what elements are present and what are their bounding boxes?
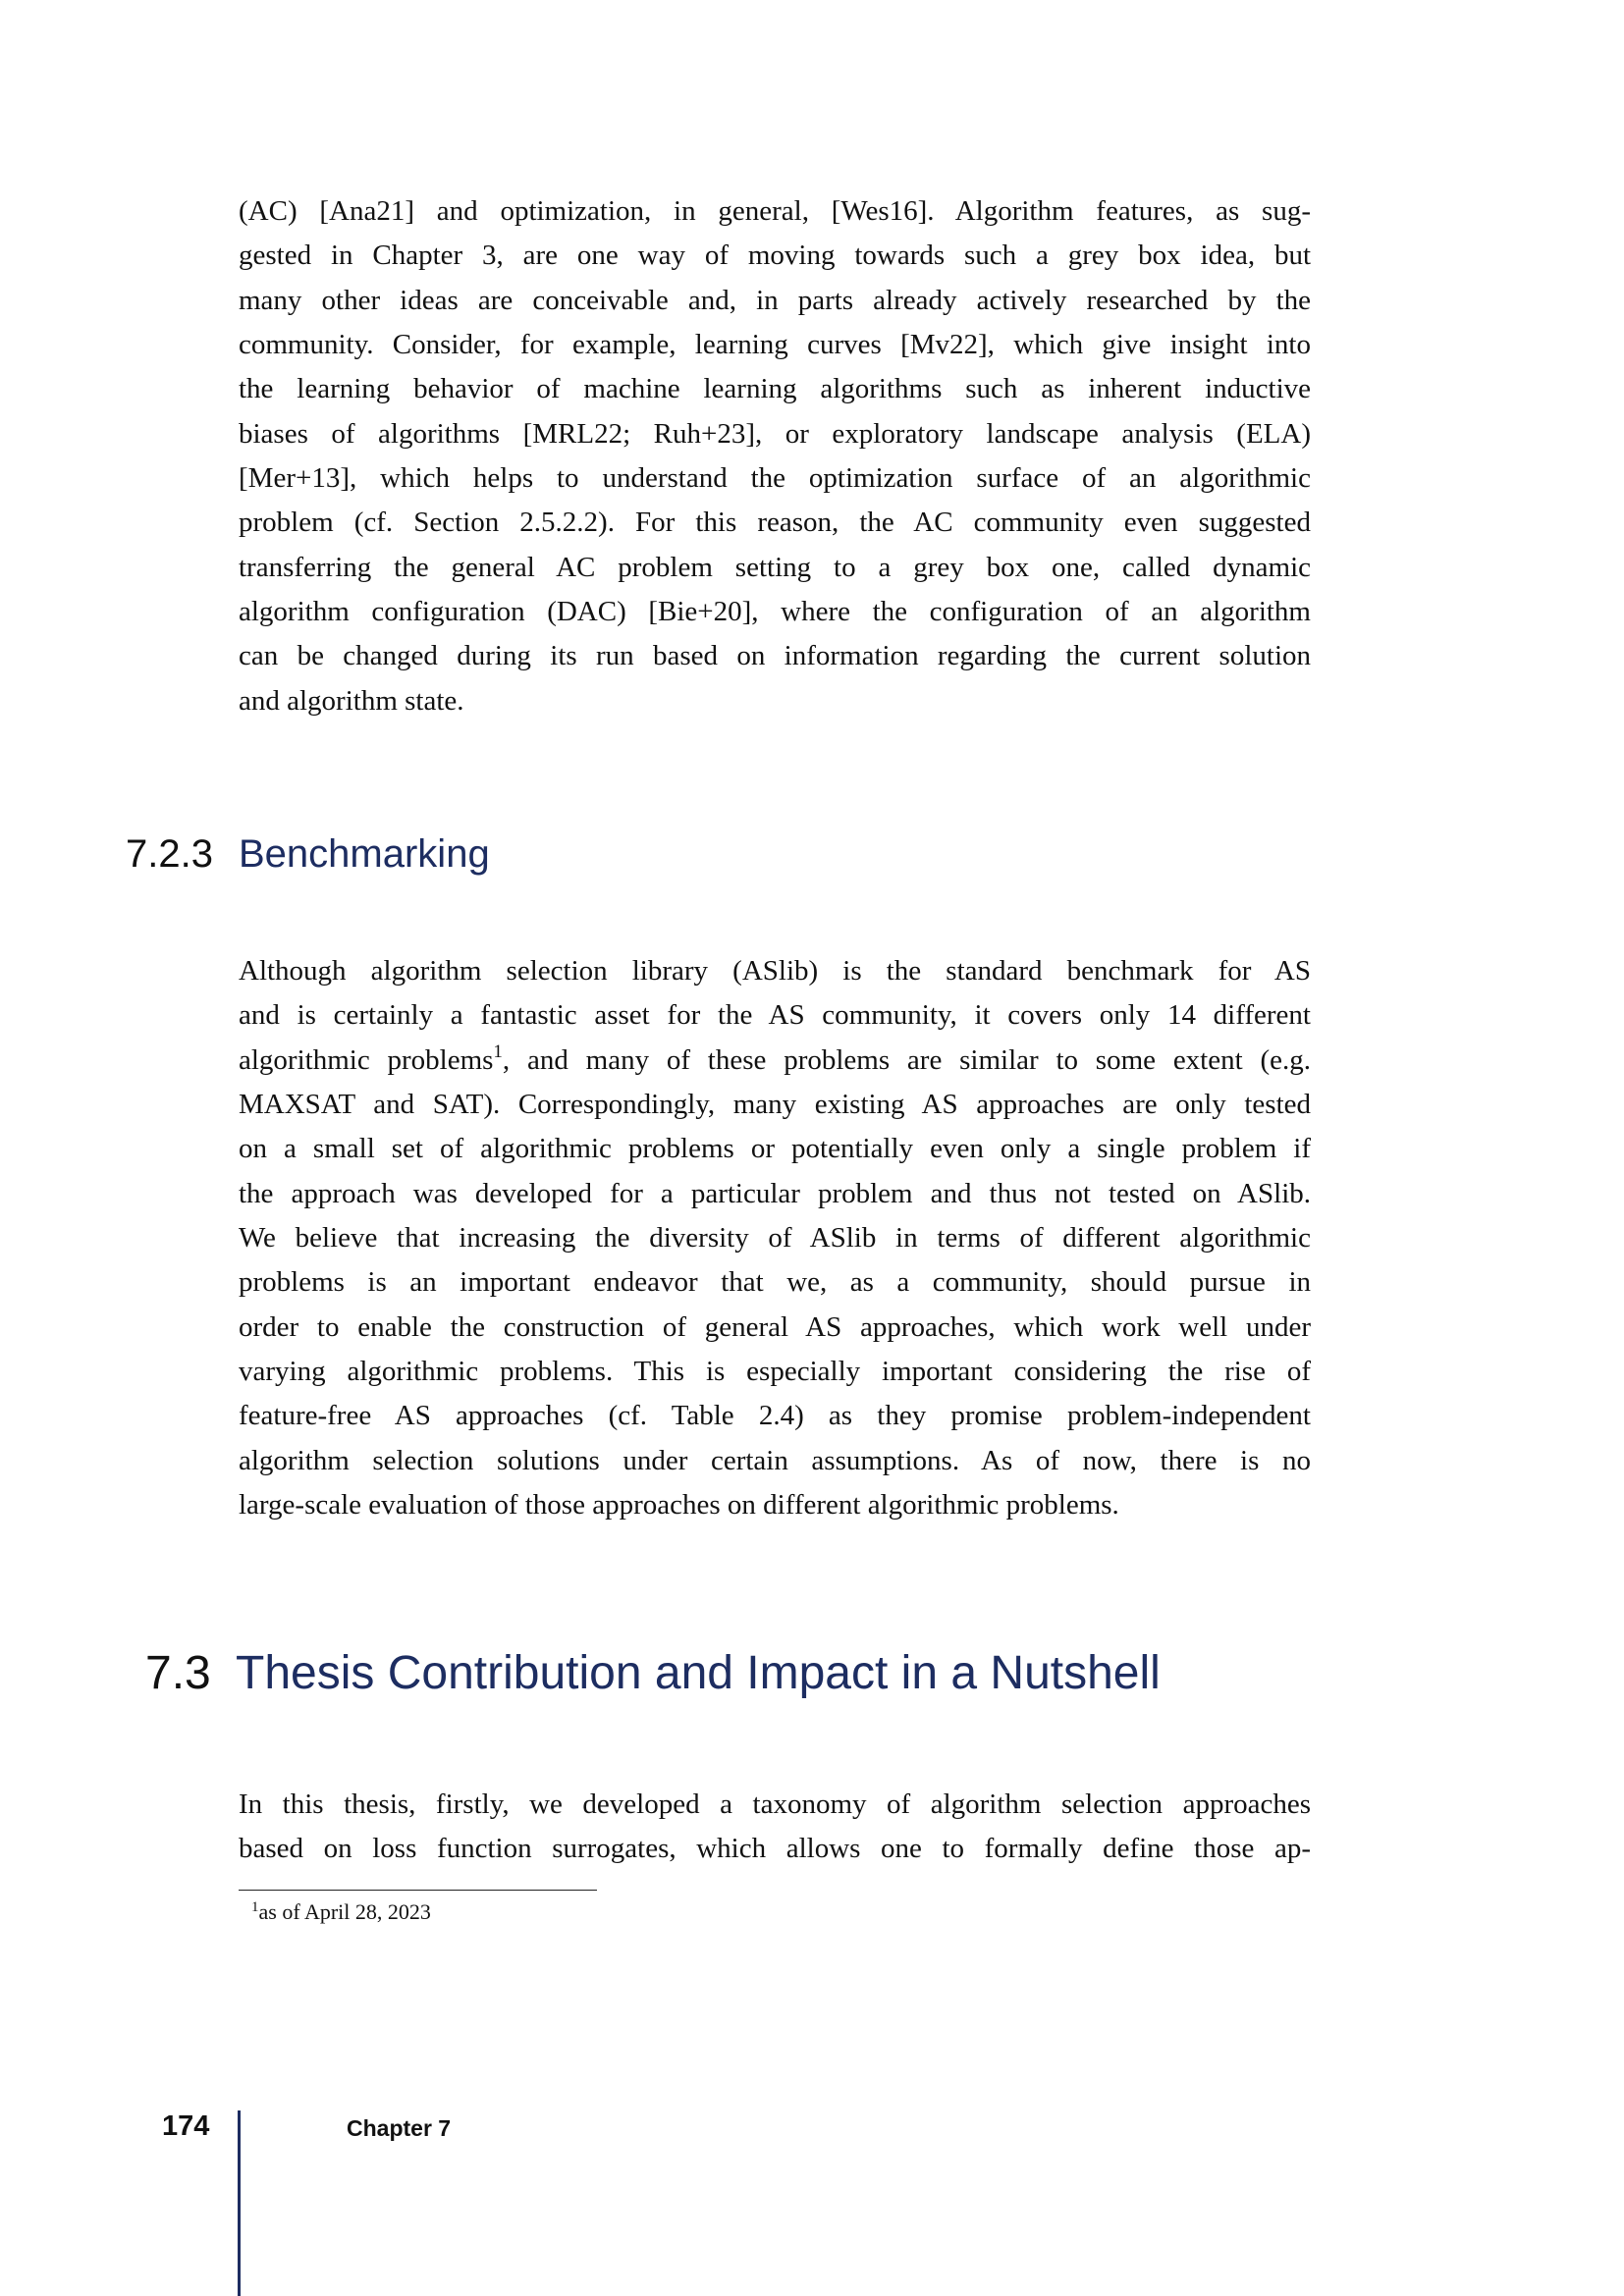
text-line-content: (AC) [Ana21] and optimization, in general, [Wes16]. Algorithm features, as sug- — [239, 195, 1311, 227]
text-line-content: We believe that increasing the diversity of ASlib in terms of different algorithmic — [239, 1221, 1311, 1254]
page-number: 174 — [162, 2110, 210, 2142]
text-line — [239, 279, 1311, 323]
text-line-content: can be changed during its run based on information regarding the current solution — [239, 640, 1311, 672]
text-line — [239, 993, 1311, 1038]
footnote-divider — [239, 1890, 597, 1891]
footer-divider-bar — [238, 2110, 241, 2296]
text-line-content: In this thesis, firstly, we developed a taxonomy of algorithm selection approaches — [239, 1789, 1311, 1820]
text-line — [239, 1783, 1311, 1827]
text-line-content: large-scale evaluation of those approaches on different algorithmic problems. — [239, 1488, 1119, 1521]
text-line-content: transferring the general AC problem setting to a grey box one, called dynamic — [239, 551, 1311, 583]
text-line — [239, 1394, 1311, 1438]
text-line-content: order to enable the construction of general AS approaches, which work well under — [239, 1310, 1311, 1343]
text-line-content: based on loss function surrogates, which allows one to formally define those ap- — [239, 1833, 1311, 1865]
text-line-content: varying algorithmic problems. This is especially important considering the rise of — [239, 1355, 1311, 1387]
body-paragraph-2 — [239, 949, 1311, 1527]
text-line — [239, 1216, 1311, 1260]
section-title: Benchmarking — [239, 832, 490, 876]
text-line — [239, 1083, 1311, 1127]
text-line — [239, 1039, 1311, 1083]
text-line — [239, 546, 1311, 590]
text-line — [239, 1827, 1311, 1871]
footnote-text: as of April 28, 2023 — [258, 1899, 431, 1924]
body-paragraph-1 — [239, 189, 1311, 723]
text-line-content: on a small set of algorithmic problems or potentially even only a single problem if — [239, 1133, 1311, 1165]
text-line — [239, 1350, 1311, 1394]
text-line — [239, 1306, 1311, 1350]
footnote-reference[interactable]: 1 — [493, 1041, 503, 1062]
text-line — [239, 234, 1311, 278]
text-line-content: feature-free AS approaches (cf. Table 2.4) as they promise problem-independent — [239, 1400, 1311, 1432]
text-line-content: MAXSAT and SAT). Correspondingly, many existing AS approaches are only tested — [239, 1088, 1311, 1120]
text-line-content: and algorithm state. — [239, 684, 464, 717]
text-line-content: algorithm configuration (DAC) [Bie+20], where the configuration of an algorithm — [239, 595, 1311, 627]
section-number: 7.3 — [145, 1647, 211, 1699]
text-line — [239, 1483, 1311, 1527]
text-line — [239, 412, 1311, 456]
footnote-mark: 1 — [251, 1899, 259, 1915]
text-line — [239, 1260, 1311, 1305]
text-line — [239, 1172, 1311, 1216]
text-line-content: [Mer+13], which helps to understand the optimization surface of an algorithmic — [239, 461, 1311, 494]
text-fragment: , and many of these problems are similar to some extent (e.g. — [502, 1043, 1311, 1076]
text-line-content: problem (cf. Section 2.5.2.2). For this reason, the AC community even suggested — [239, 507, 1311, 539]
section-heading-7-3 — [0, 1647, 1624, 1705]
text-line — [239, 949, 1311, 993]
text-line-content: and is certainly a fantastic asset for the AS community, it covers only 14 different — [239, 999, 1311, 1032]
text-line — [239, 1127, 1311, 1171]
text-line — [239, 634, 1311, 678]
text-line-content: gested in Chapter 3, are one way of moving towards such a grey box idea, but — [239, 240, 1311, 272]
text-line-content — [239, 1039, 1311, 1083]
text-line-content: the approach was developed for a particular problem and thus not tested on ASlib. — [239, 1177, 1311, 1209]
text-line — [239, 456, 1311, 501]
text-line — [239, 1439, 1311, 1483]
text-line-content: algorithm selection solutions under certain assumptions. As of now, there is no — [239, 1444, 1311, 1476]
text-line — [239, 679, 1311, 723]
footnote — [251, 1901, 431, 1923]
text-line-content: problems is an important endeavor that we, as a community, should pursue in — [239, 1266, 1311, 1299]
text-line — [239, 501, 1311, 545]
text-line — [239, 590, 1311, 634]
running-footer-chapter: Chapter 7 — [347, 2115, 452, 2141]
text-line-content: biases of algorithms [MRL22; Ruh+23], or exploratory landscape analysis (ELA) — [239, 417, 1311, 450]
text-fragment: algorithmic problems — [239, 1043, 494, 1076]
text-line-content: the learning behavior of machine learning algorithms such as inherent inductive — [239, 373, 1311, 405]
text-line-content: community. Consider, for example, learning curves [Mv22], which give insight into — [239, 328, 1311, 360]
text-line-content: Although algorithm selection library (ASlib) is the standard benchmark for AS — [239, 955, 1311, 987]
text-line — [239, 367, 1311, 411]
text-line — [239, 323, 1311, 367]
body-paragraph-3 — [239, 1783, 1311, 1872]
text-line — [239, 189, 1311, 234]
section-number: 7.2.3 — [126, 832, 213, 876]
section-title: Thesis Contribution and Impact in a Nutshell — [236, 1647, 1161, 1699]
text-line-content: many other ideas are conceivable and, in parts already actively researched by the — [239, 284, 1311, 316]
section-heading-7-2-3 — [0, 834, 1624, 881]
